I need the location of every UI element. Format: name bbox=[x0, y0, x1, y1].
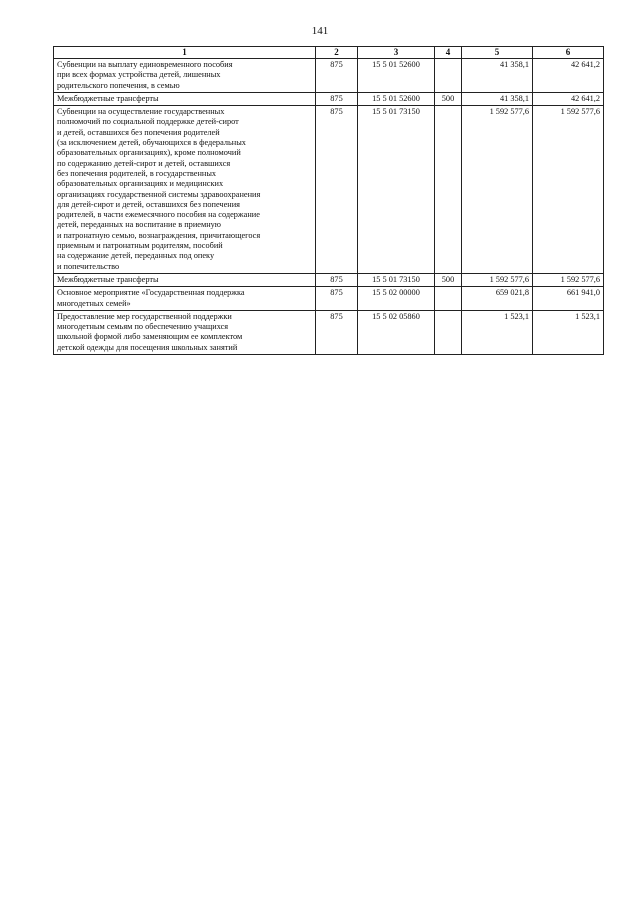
row-name-line: Субвенции на осуществление государственных bbox=[57, 107, 225, 117]
amount-year1-cell: 1 592 577,6 bbox=[462, 273, 533, 286]
row-name-cell bbox=[54, 92, 316, 105]
row-name-line: полномочий по социальной поддержке детей-сирот bbox=[57, 117, 239, 127]
table-row bbox=[54, 106, 604, 274]
amount-year2-cell: 1 592 577,6 bbox=[533, 106, 604, 274]
row-name-line: приемным и патронатным родителям, пособий bbox=[57, 241, 223, 251]
target-article-cell: 15 5 01 73150 bbox=[358, 273, 435, 286]
table-row bbox=[54, 92, 604, 105]
row-name-cell bbox=[54, 59, 316, 93]
table-row bbox=[54, 59, 604, 93]
page-number: 141 bbox=[311, 25, 329, 37]
column-header: 4 bbox=[435, 47, 462, 59]
amount-year2-cell: 42 641,2 bbox=[533, 59, 604, 93]
department-code-cell: 875 bbox=[316, 287, 358, 311]
target-article-cell: 15 5 01 52600 bbox=[358, 59, 435, 93]
amount-year2-cell: 1 523,1 bbox=[533, 310, 604, 354]
amount-year1-cell: 1 592 577,6 bbox=[462, 106, 533, 274]
department-code-cell: 875 bbox=[316, 106, 358, 274]
row-name-line: детей, переданных на воспитание в приемную bbox=[57, 220, 221, 230]
amount-year2-cell: 1 592 577,6 bbox=[533, 273, 604, 286]
amount-year1-cell: 41 358,1 bbox=[462, 59, 533, 93]
table-row bbox=[54, 273, 604, 286]
row-name-line: родителей, в части ежемесячного пособия на содержание bbox=[57, 210, 260, 220]
department-code-cell: 875 bbox=[316, 92, 358, 105]
amount-year1-cell: 659 021,8 bbox=[462, 287, 533, 311]
department-code-cell: 875 bbox=[316, 59, 358, 93]
row-name-line: Межбюджетные трансферты bbox=[57, 274, 159, 284]
row-name-line: образовательных организациях), кроме полномочий bbox=[57, 148, 241, 158]
row-name-cell bbox=[54, 287, 316, 311]
amount-year2-cell: 42 641,2 bbox=[533, 92, 604, 105]
department-code-cell: 875 bbox=[316, 310, 358, 354]
column-header: 6 bbox=[533, 47, 604, 59]
table-row bbox=[54, 287, 604, 311]
row-name-line: и детей, оставшихся без попечения родителей bbox=[57, 127, 220, 137]
row-name-line: по содержанию детей-сирот и детей, оставшихся bbox=[57, 158, 231, 168]
header-row bbox=[54, 47, 604, 59]
expense-type-cell: 500 bbox=[435, 92, 462, 105]
row-name-line: образовательных организациях и медицинских bbox=[57, 179, 224, 189]
row-name-line: родительского попечения, в семью bbox=[57, 80, 180, 90]
column-header: 5 bbox=[462, 47, 533, 59]
target-article-cell: 15 5 02 00000 bbox=[358, 287, 435, 311]
row-name-line: школьной формой либо заменяющим ее комплектом bbox=[57, 332, 243, 342]
amount-year1-cell: 41 358,1 bbox=[462, 92, 533, 105]
expense-type-cell bbox=[435, 287, 462, 311]
column-header: 3 bbox=[358, 47, 435, 59]
column-header: 1 bbox=[54, 47, 316, 59]
row-name-line: детской одежды для посещения школьных занятий bbox=[57, 342, 238, 352]
target-article-cell: 15 5 01 73150 bbox=[358, 106, 435, 274]
table-row bbox=[54, 310, 604, 354]
target-article-cell: 15 5 02 05860 bbox=[358, 310, 435, 354]
department-code-cell: 875 bbox=[316, 273, 358, 286]
row-name-line: Межбюджетные трансферты bbox=[57, 93, 159, 103]
expense-type-cell bbox=[435, 310, 462, 354]
row-name-line: многодетным семьям по обеспечению учащихся bbox=[57, 322, 229, 332]
row-name-cell bbox=[54, 273, 316, 286]
row-name-line: и патронатную семью, вознаграждения, причитающегося bbox=[57, 230, 261, 240]
row-name-cell bbox=[54, 106, 316, 274]
row-name-line: организациях государственной системы здравоохранения bbox=[57, 189, 261, 199]
row-name-line: Основное мероприятие «Государственная поддержка bbox=[57, 288, 245, 298]
column-header: 2 bbox=[316, 47, 358, 59]
amount-year2-cell: 661 941,0 bbox=[533, 287, 604, 311]
row-name-line: многодетных семей» bbox=[57, 298, 131, 308]
table-body bbox=[54, 59, 604, 355]
row-name-line: без попечения родителей, в государственных bbox=[57, 168, 217, 178]
expense-type-cell bbox=[435, 106, 462, 274]
row-name-line: при всех формах устройства детей, лишенных bbox=[57, 70, 221, 80]
row-name-line: (за исключением детей, обучающихся в федеральных bbox=[57, 138, 246, 148]
row-name-line: на содержание детей, переданных под опеку bbox=[57, 251, 215, 261]
budget-table bbox=[53, 46, 604, 355]
row-name-line: Субвенции на выплату единовременного пособия bbox=[57, 60, 233, 69]
row-name-line: для детей-сирот и детей, оставшихся без попечения bbox=[57, 199, 240, 209]
target-article-cell: 15 5 01 52600 bbox=[358, 92, 435, 105]
row-name-line: Предоставление мер государственной поддержки bbox=[57, 311, 232, 321]
amount-year1-cell: 1 523,1 bbox=[462, 310, 533, 354]
expense-type-cell bbox=[435, 59, 462, 93]
row-name-cell bbox=[54, 310, 316, 354]
row-name-line: и попечительство bbox=[57, 261, 120, 271]
expense-type-cell: 500 bbox=[435, 273, 462, 286]
